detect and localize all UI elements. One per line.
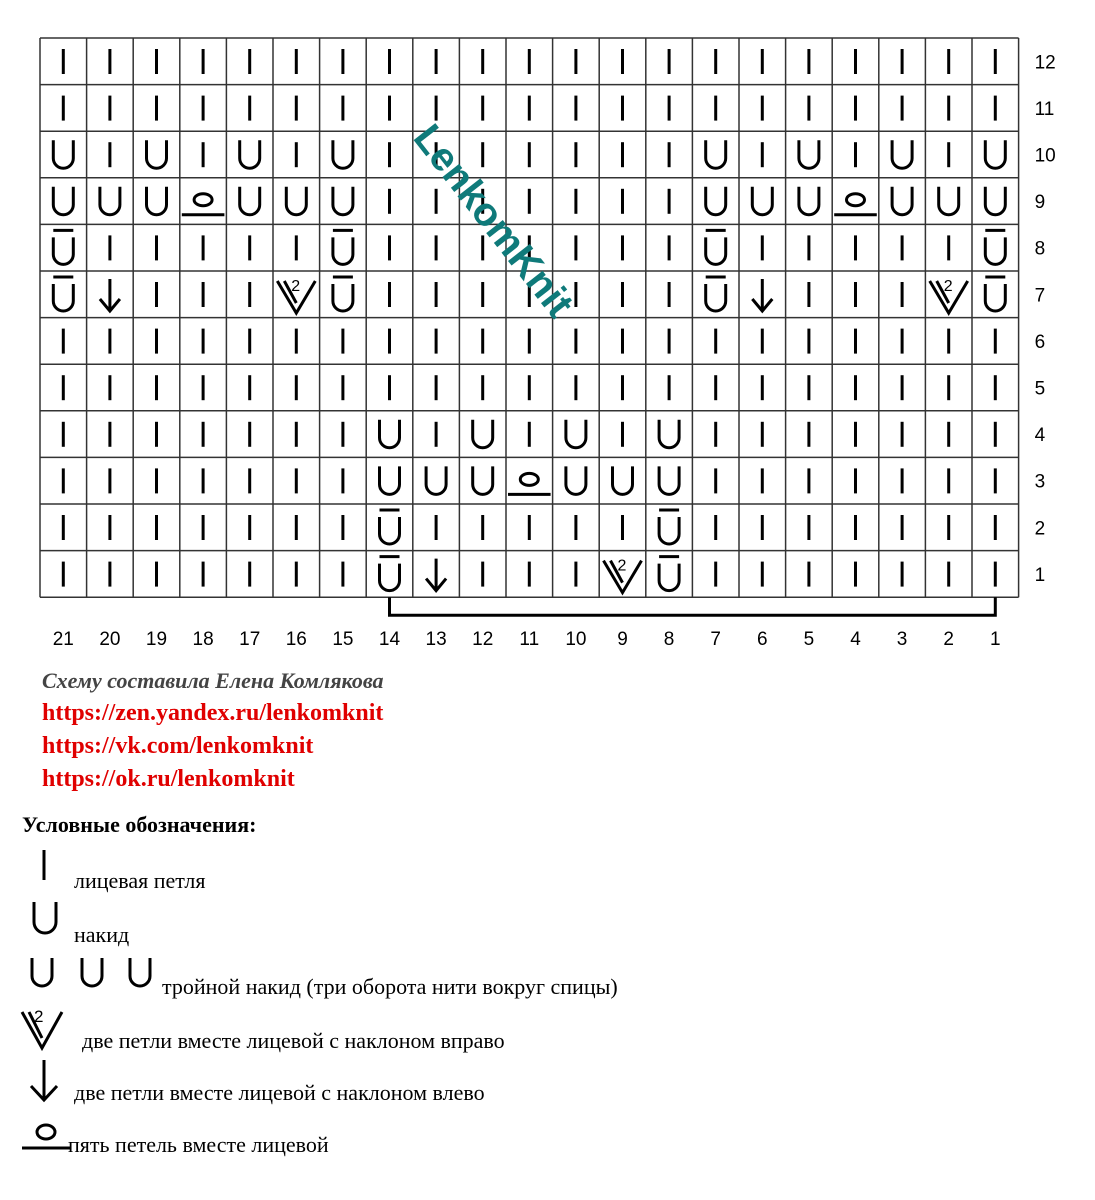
yarn-over-symbol: [240, 140, 260, 168]
yarn-over-symbol: [147, 140, 167, 168]
yarn-over-bar-symbol: [659, 557, 679, 591]
row-number: 2: [1034, 518, 1046, 540]
row-number: 3: [1034, 471, 1046, 493]
k2tog-left-symbol: [752, 279, 772, 311]
credits: [42, 664, 384, 796]
yarn-over-symbol: [53, 187, 73, 215]
yarn-over-bar-symbol: [706, 277, 726, 311]
legend-yarn-over-label: накид: [74, 922, 130, 947]
row-number: 1: [1034, 564, 1046, 586]
yarn-over-symbol: [566, 420, 586, 448]
k2tog-count-label: 2: [943, 278, 953, 295]
author-credit: Схему составила Елена Комлякова: [42, 668, 384, 693]
column-number: 6: [757, 629, 768, 650]
knit-stitch-icon: [20, 846, 80, 898]
yarn-over-bar-symbol: [380, 557, 400, 591]
yarn-over-bar-symbol: [380, 510, 400, 544]
row-number: 5: [1034, 378, 1046, 400]
column-number: 19: [145, 629, 168, 650]
yarn-over-bar-symbol: [706, 230, 726, 264]
yarn-over-bar-symbol: [985, 277, 1005, 311]
triple-yarn-over-icon: [20, 952, 170, 1004]
column-number: 17: [239, 629, 261, 650]
yarn-over-symbol: [706, 140, 726, 168]
column-number: 21: [52, 629, 74, 650]
legend-knit-label: лицевая петля: [74, 868, 206, 893]
legend-k2tog-right: [20, 1004, 1020, 1056]
k2tog-right-symbol: [930, 278, 968, 313]
legend-yarn-over: [20, 898, 1020, 950]
k2tog-left-symbol: [426, 559, 446, 591]
k2tog-left-symbol: [100, 279, 120, 311]
link-ok[interactable]: https://ok.ru/lenkomknit: [42, 766, 295, 792]
legend-five-together: [20, 1110, 1020, 1162]
yarn-over-icon: [20, 898, 80, 950]
svg-text:2: 2: [34, 1007, 44, 1026]
legend-k2tog-left: [20, 1056, 1020, 1108]
column-number: 8: [663, 629, 675, 650]
yarn-over-bar-symbol: [53, 277, 73, 311]
yarn-over-symbol: [473, 420, 493, 448]
yarn-over-symbol: [939, 187, 959, 215]
row-number: 7: [1034, 285, 1046, 307]
column-number: 1: [990, 629, 1001, 650]
yarn-over-symbol: [426, 466, 446, 494]
k2tog-count-label: 2: [291, 278, 301, 295]
column-number: 3: [896, 629, 908, 650]
yarn-over-symbol: [613, 466, 633, 494]
column-number: 5: [803, 629, 815, 650]
legend-k2tog-left-label: две петли вместе лицевой с наклоном влево: [74, 1080, 485, 1105]
column-number: 20: [99, 629, 121, 650]
five-together-symbol: [834, 194, 877, 215]
yarn-over-bar-symbol: [985, 230, 1005, 264]
legend-k2tog-right-label: две петли вместе лицевой с наклоном вправо: [82, 1028, 505, 1053]
row-number: 10: [1034, 145, 1056, 167]
column-number: 4: [850, 629, 861, 650]
yarn-over-bar-symbol: [333, 277, 353, 311]
yarn-over-symbol: [985, 187, 1005, 215]
yarn-over-symbol: [752, 187, 772, 215]
row-number: 12: [1034, 52, 1056, 74]
repeat-bracket: [390, 597, 996, 615]
yarn-over-bar-symbol: [659, 510, 679, 544]
column-number: 11: [519, 629, 540, 650]
yarn-over-symbol: [659, 466, 679, 494]
yarn-over-symbol: [380, 466, 400, 494]
column-number: 16: [285, 629, 307, 650]
k2tog-right-symbol: [277, 278, 315, 313]
legend-triple-yarn-over-label: тройной накид (три оборота нити вокруг спицы): [162, 974, 618, 999]
legend-title: Условные обозначения:: [22, 812, 257, 837]
column-number: 15: [332, 629, 354, 650]
five-together-symbol: [182, 194, 225, 215]
link-yandex-zen[interactable]: https://zen.yandex.ru/lenkomknit: [42, 700, 384, 726]
yarn-over-symbol: [286, 187, 306, 215]
column-number: 13: [425, 629, 447, 650]
column-number: 7: [710, 629, 721, 650]
yarn-over-symbol: [799, 140, 819, 168]
link-vk[interactable]: https://vk.com/lenkomknit: [42, 733, 314, 759]
yarn-over-symbol: [333, 187, 353, 215]
k2tog-right-icon: [20, 1004, 80, 1056]
row-number: 8: [1034, 238, 1046, 260]
column-number: 12: [472, 629, 494, 650]
yarn-over-symbol: [100, 187, 120, 215]
yarn-over-symbol: [985, 140, 1005, 168]
yarn-over-symbol: [892, 140, 912, 168]
five-together-symbol: [508, 473, 551, 494]
yarn-over-symbol: [240, 187, 260, 215]
yarn-over-symbol: [53, 140, 73, 168]
yarn-over-symbol: [380, 420, 400, 448]
yarn-over-symbol: [473, 466, 493, 494]
row-number: 4: [1034, 425, 1046, 447]
column-number: 14: [378, 629, 401, 650]
column-number: 9: [617, 629, 628, 650]
chart-grid: [40, 38, 1019, 597]
yarn-over-symbol: [799, 187, 819, 215]
yarn-over-symbol: [147, 187, 167, 215]
k2tog-left-icon: [20, 1056, 80, 1108]
column-number: 2: [943, 629, 954, 650]
row-number: 11: [1034, 98, 1055, 120]
column-number: 18: [192, 629, 214, 650]
legend-triple-yarn-over: [20, 952, 1020, 1004]
legend-knit: [20, 846, 1020, 898]
yarn-over-symbol: [659, 420, 679, 448]
yarn-over-bar-symbol: [53, 230, 73, 264]
k2tog-right-symbol: [604, 558, 642, 593]
watermark: LenkomKnit: [404, 116, 582, 326]
legend-five-together-label: пять петель вместе лицевой: [68, 1132, 329, 1157]
yarn-over-symbol: [706, 187, 726, 215]
k2tog-count-label: 2: [617, 557, 627, 575]
row-number: 9: [1034, 192, 1046, 214]
row-number: 6: [1034, 331, 1046, 353]
column-number: 10: [565, 629, 587, 650]
yarn-over-bar-symbol: [333, 230, 353, 264]
yarn-over-symbol: [892, 187, 912, 215]
yarn-over-symbol: [566, 466, 586, 494]
yarn-over-symbol: [333, 140, 353, 168]
